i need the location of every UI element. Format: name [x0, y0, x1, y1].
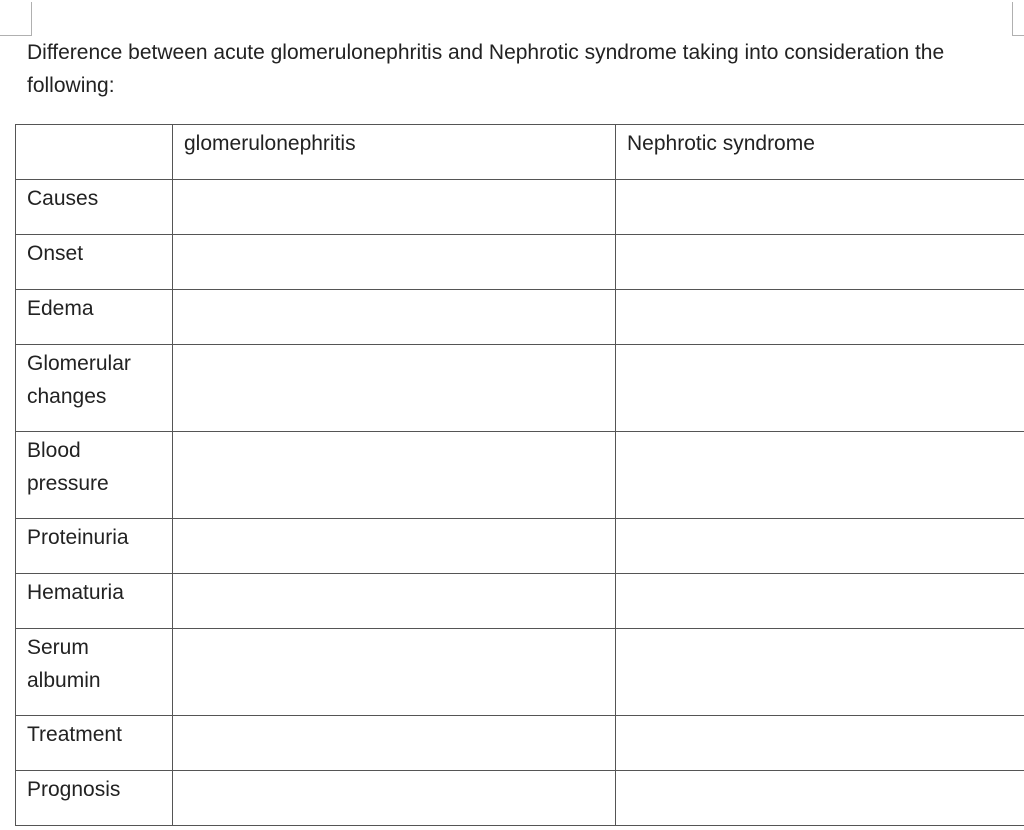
row-label-hematuria[interactable]: Hematuria — [16, 574, 173, 629]
table-row — [16, 574, 1024, 629]
cell-nephrotic-syndrome[interactable] — [616, 771, 1024, 826]
cell-glomerulonephritis[interactable] — [173, 290, 616, 345]
row-label-edema[interactable]: Edema — [16, 290, 173, 345]
cell-glomerulonephritis[interactable] — [173, 432, 616, 519]
table-row — [16, 629, 1024, 716]
row-label-onset[interactable]: Onset — [16, 235, 173, 290]
page-corner-mark-left — [0, 2, 32, 36]
cell-nephrotic-syndrome[interactable] — [616, 716, 1024, 771]
page-corner-mark-right — [1012, 2, 1024, 36]
table-row — [16, 771, 1024, 826]
cell-nephrotic-syndrome[interactable] — [616, 290, 1024, 345]
cell-glomerulonephritis[interactable] — [173, 574, 616, 629]
table-row — [16, 290, 1024, 345]
cell-glomerulonephritis[interactable] — [173, 180, 616, 235]
table-row — [16, 519, 1024, 574]
cell-nephrotic-syndrome[interactable] — [616, 519, 1024, 574]
table-row — [16, 180, 1024, 235]
table-row — [16, 716, 1024, 771]
cell-nephrotic-syndrome[interactable] — [616, 574, 1024, 629]
cell-nephrotic-syndrome[interactable] — [616, 235, 1024, 290]
cell-nephrotic-syndrome[interactable] — [616, 629, 1024, 716]
header-cell-empty[interactable] — [16, 125, 173, 180]
cell-glomerulonephritis[interactable] — [173, 345, 616, 432]
cell-nephrotic-syndrome[interactable] — [616, 345, 1024, 432]
cell-nephrotic-syndrome[interactable] — [616, 432, 1024, 519]
row-label-prognosis[interactable]: Prognosis — [16, 771, 173, 826]
row-label-glomerular-changes[interactable]: Glomerular changes — [16, 345, 173, 432]
cell-glomerulonephritis[interactable] — [173, 519, 616, 574]
comparison-table — [15, 124, 1024, 826]
row-label-treatment[interactable]: Treatment — [16, 716, 173, 771]
table-row — [16, 345, 1024, 432]
header-cell-nephrotic-syndrome[interactable]: Nephrotic syndrome — [616, 125, 1024, 180]
cell-nephrotic-syndrome[interactable] — [616, 180, 1024, 235]
header-cell-glomerulonephritis[interactable]: glomerulonephritis — [173, 125, 616, 180]
row-label-causes[interactable]: Causes — [16, 180, 173, 235]
row-label-serum-albumin[interactable]: Serum albumin — [16, 629, 173, 716]
table-header-row — [16, 125, 1024, 180]
cell-glomerulonephritis[interactable] — [173, 629, 616, 716]
cell-glomerulonephritis[interactable] — [173, 771, 616, 826]
table-row — [16, 235, 1024, 290]
document-heading: Difference between acute glomerulonephritis and Nephrotic syndrome taking into consideration the following: — [27, 41, 945, 97]
table-row — [16, 432, 1024, 519]
cell-glomerulonephritis[interactable] — [173, 716, 616, 771]
row-label-blood-pressure[interactable]: Blood pressure — [16, 432, 173, 519]
cell-glomerulonephritis[interactable] — [173, 235, 616, 290]
row-label-proteinuria[interactable]: Proteinuria — [16, 519, 173, 574]
